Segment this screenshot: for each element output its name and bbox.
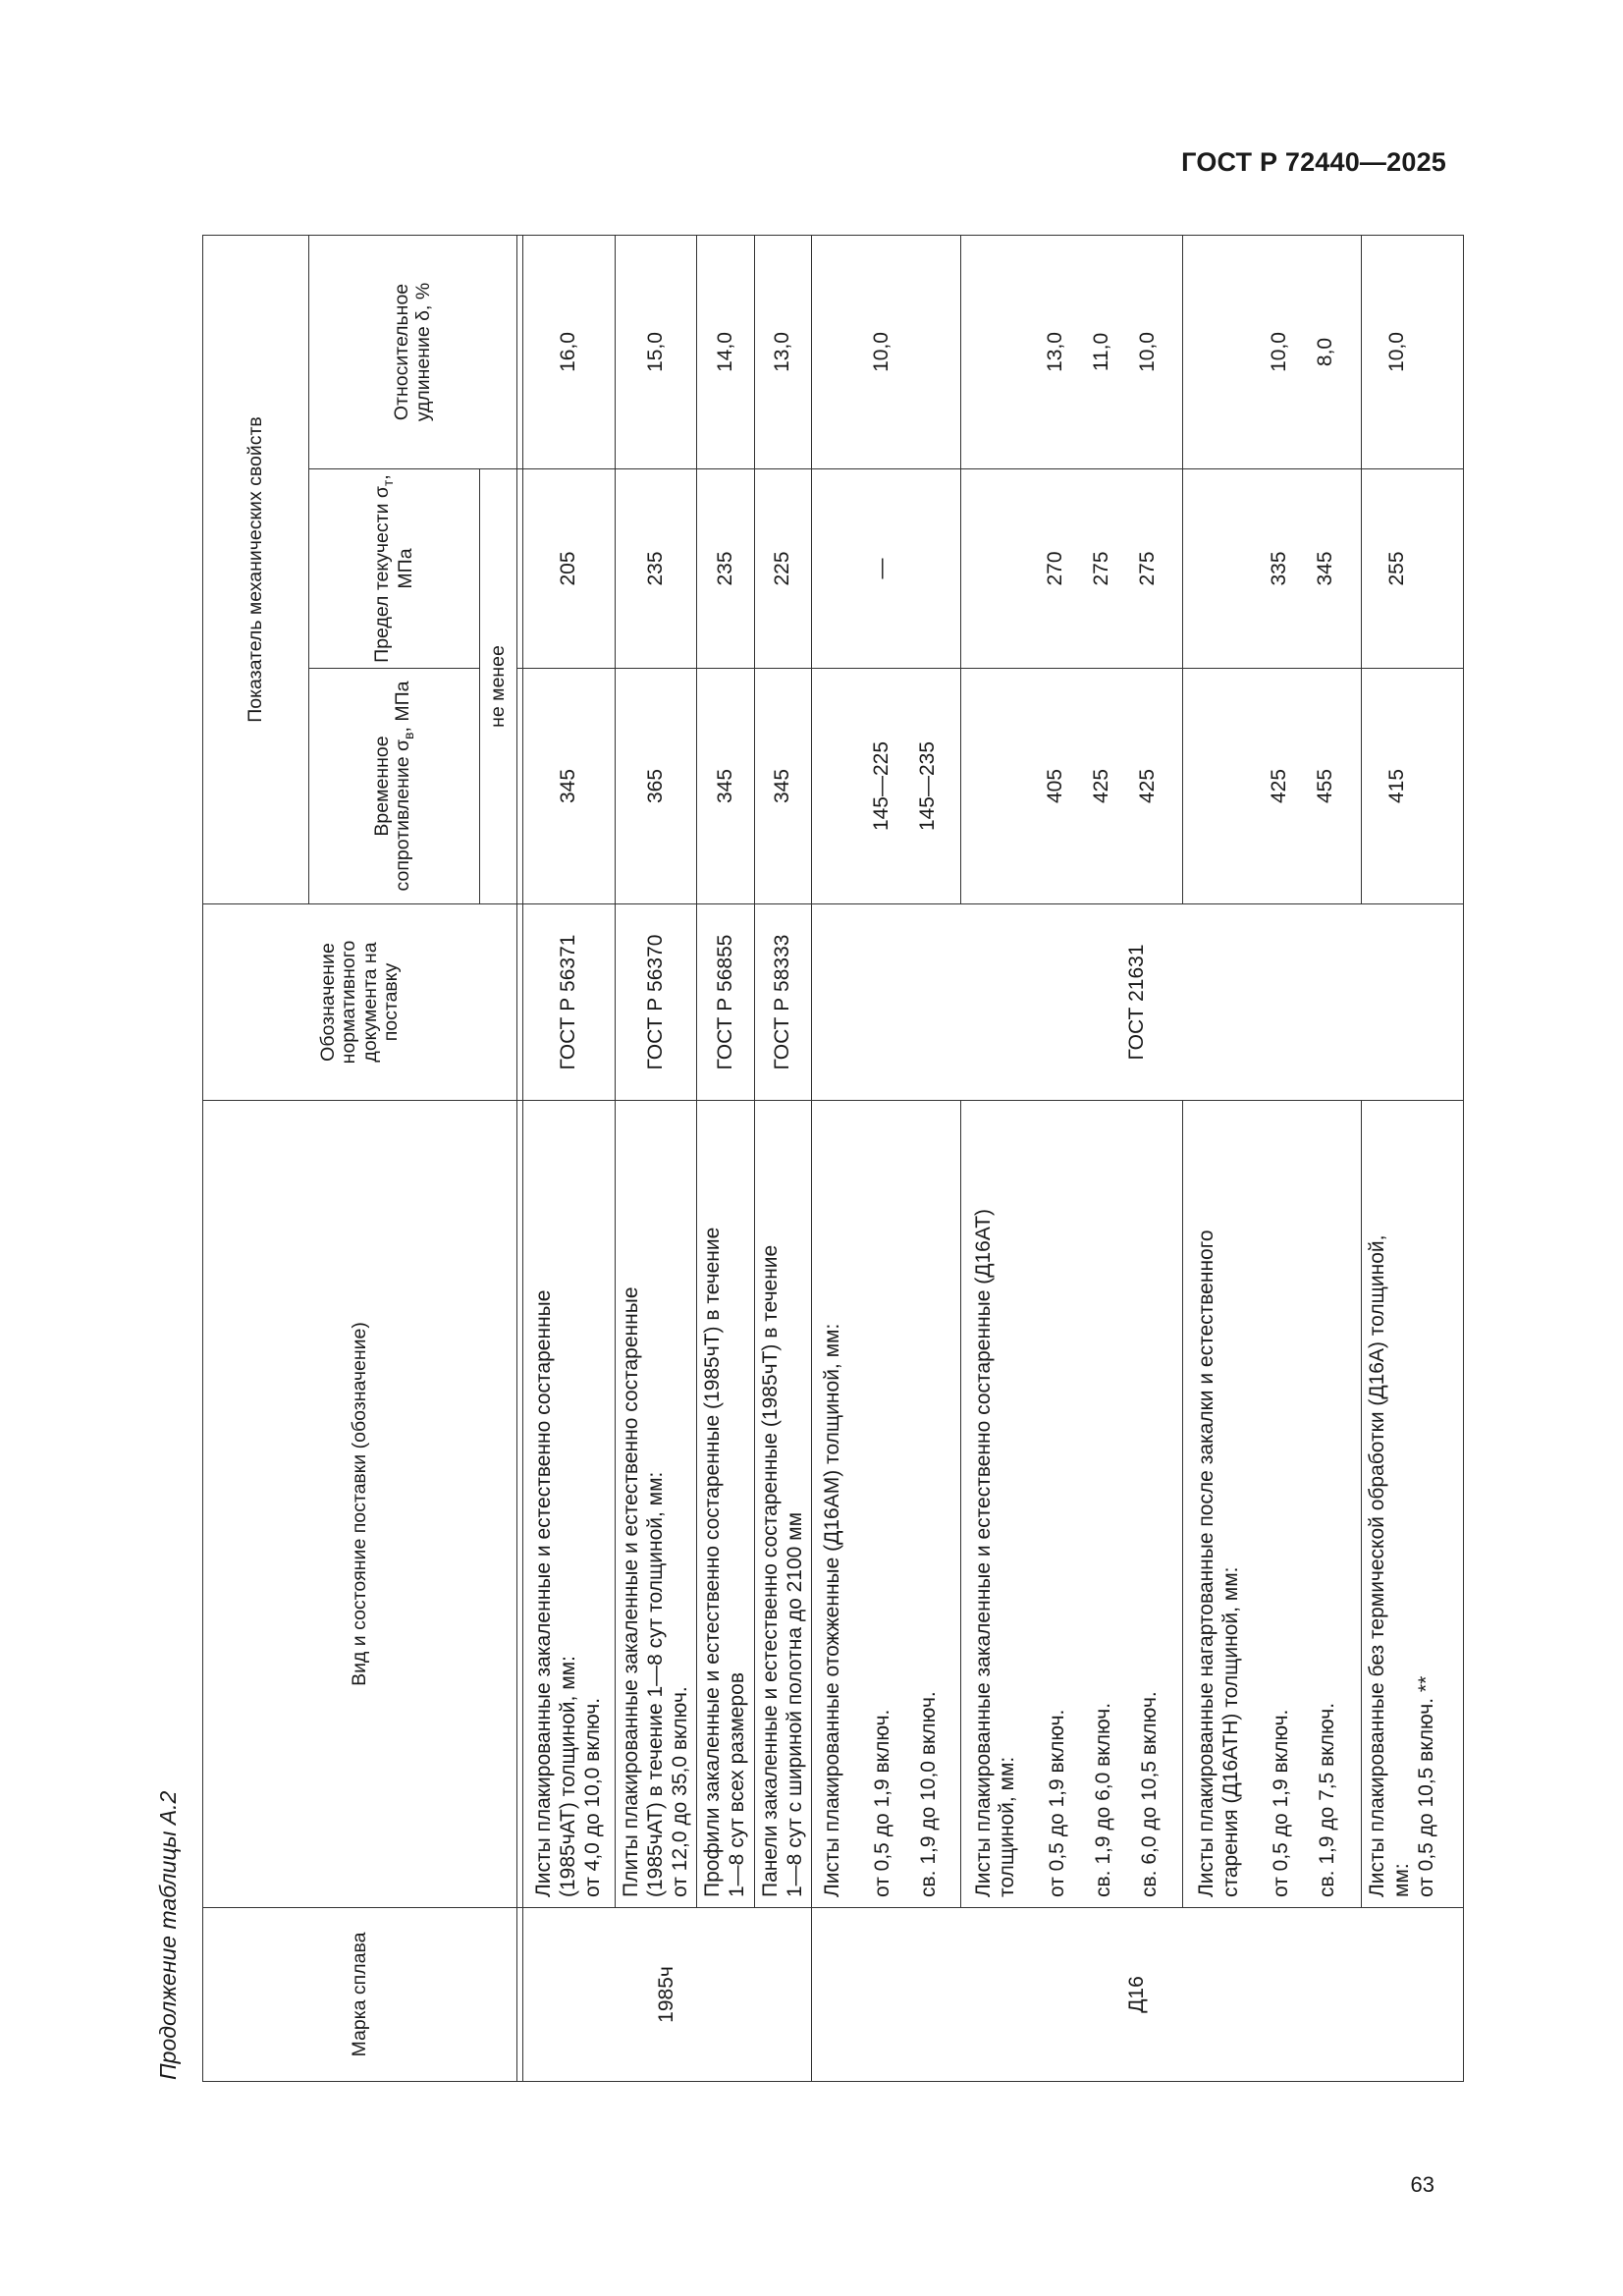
delivery-cell: Листы плакированные нагартованные после закалки и естественного старения (Д16АТН) толщиной, мм: от 0,5 до 1,9 включ. св. 1,9 до 7,5 включ. — [1183, 1101, 1362, 1908]
document-code: ГОСТ Р 72440—2025 — [1181, 147, 1446, 177]
yield-cell: 225 — [754, 469, 812, 669]
tensile-cell: 405 425 425 — [961, 669, 1183, 904]
tensile-cell: 345 — [697, 669, 755, 904]
delivery-cell: Профили закаленные и естественно состаренные (1985чТ) в течение 1—8 сут всех размеров — [697, 1101, 755, 1908]
header-tensile: Временное сопротивление $\sigma_в$, МПа — [309, 669, 480, 904]
elongation-cell: 16,0 — [523, 235, 616, 468]
rotated-table-region — [155, 236, 1437, 2082]
tensile-cell: 145—225 145—235 — [812, 669, 961, 904]
table-caption: Продолжение таблицы А.2 — [155, 1790, 181, 2080]
table-row — [754, 235, 812, 2081]
delivery-cell: Плиты плакированные закаленные и естественно состаренные (1985чАТ) в течение 1—8 сут толщиной, мм: от 12,0 до 35,0 включ. — [616, 1101, 697, 1908]
alloy-cell: 1985ч — [523, 1908, 812, 2082]
doc-cell: ГОСТ Р 58333 — [754, 904, 812, 1101]
yield-cell: 255 — [1362, 469, 1464, 669]
elongation-cell: 10,0 — [1362, 235, 1464, 468]
header-yield: Предел текучести $\sigma_т$, МПа — [309, 469, 480, 669]
properties-table — [202, 235, 1464, 2082]
elongation-cell: 15,0 — [616, 235, 697, 468]
table-row — [616, 235, 697, 2081]
tensile-cell: 365 — [616, 669, 697, 904]
yield-cell: 205 — [523, 469, 616, 669]
header-elongation: Относительное удлинение δ, % — [309, 235, 517, 468]
yield-cell: 270 275 275 — [961, 469, 1183, 669]
doc-cell: ГОСТ Р 56371 — [523, 904, 616, 1101]
yield-cell: — — [812, 469, 961, 669]
doc-cell: ГОСТ Р 56855 — [697, 904, 755, 1101]
tensile-cell: 345 — [523, 669, 616, 904]
elongation-cell: 10,0 8,0 — [1183, 235, 1362, 468]
doc-cell: ГОСТ 21631 — [812, 904, 1464, 1101]
delivery-cell: Листы плакированные отожженные (Д16АМ) толщиной, мм: от 0,5 до 1,9 включ. св. 1,9 до 10,0 включ. — [812, 1101, 961, 1908]
delivery-cell: Листы плакированные закаленные и естественно состаренные (1985чАТ) толщиной, мм: от 4,0 до 10,0 включ. — [523, 1101, 616, 1908]
table-row — [697, 235, 755, 2081]
delivery-cell: Панели закаленные и естественно состаренные (1985чТ) в течение 1—8 сут с шириной полотна до 2100 мм — [754, 1101, 812, 1908]
tensile-cell: 415 — [1362, 669, 1464, 904]
yield-cell: 335 345 — [1183, 469, 1362, 669]
table-row — [523, 235, 616, 2081]
tensile-cell: 345 — [754, 669, 812, 904]
header-doc: Обозначение нормативного документа на поставку — [203, 904, 517, 1101]
elongation-cell: 10,0 — [812, 235, 961, 468]
yield-cell: 235 — [697, 469, 755, 669]
page-number: 63 — [1410, 2172, 1434, 2197]
header-delivery: Вид и состояние поставки (обозначение) — [203, 1101, 517, 1908]
header-alloy: Марка сплава — [203, 1908, 517, 2082]
table-row — [1362, 235, 1464, 2081]
elongation-cell: 13,0 — [754, 235, 812, 468]
table-row — [961, 235, 1183, 2081]
yield-cell: 235 — [616, 469, 697, 669]
doc-cell: ГОСТ Р 56370 — [616, 904, 697, 1101]
delivery-cell: Листы плакированные закаленные и естественно состаренные (Д16АТ) толщиной, мм: от 0,5 до 1,9 включ. св. 1,9 до 6,0 включ. св. 6,0 до 10,5 включ. — [961, 1101, 1183, 1908]
alloy-cell: Д16 — [812, 1908, 1464, 2082]
tensile-cell: 425 455 — [1183, 669, 1362, 904]
elongation-cell: 14,0 — [697, 235, 755, 468]
table-row — [1183, 235, 1362, 2081]
delivery-cell: Листы плакированные без термической обработки (Д16А) толщиной, мм: от 0,5 до 10,5 включ. ** — [1362, 1101, 1464, 1908]
header-mech-props: Показатель механических свойств — [203, 235, 309, 903]
table-row — [812, 235, 961, 2081]
header-min-note: не менее — [480, 469, 517, 904]
elongation-cell: 13,0 11,0 10,0 — [961, 235, 1183, 468]
